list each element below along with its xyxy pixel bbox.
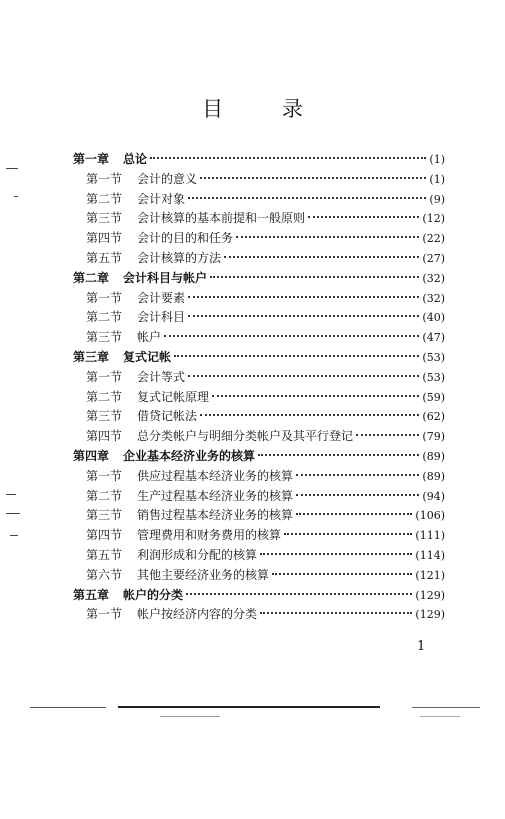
- dot-leader: [210, 276, 419, 278]
- chapter-title: 帐户的分类: [123, 587, 184, 602]
- toc-section-row: [73, 368, 445, 388]
- page-ref: (106): [415, 509, 445, 523]
- page-ref: (89): [422, 449, 445, 463]
- section-title: 管理费用和财务费用的核算: [137, 528, 282, 543]
- toc-chapter-row: [73, 586, 445, 606]
- dot-leader: [258, 454, 419, 456]
- toc-section-row: [73, 308, 445, 328]
- dot-leader: [150, 157, 426, 159]
- chapter-number: 第三章: [73, 349, 110, 364]
- chapter-title: 企业基本经济业务的核算: [123, 448, 256, 463]
- dot-leader: [296, 474, 419, 476]
- toc-section-row: [73, 467, 445, 487]
- section-number: 第三节: [86, 508, 123, 523]
- section-title: 会计科目: [137, 310, 186, 325]
- section-number: 第四节: [86, 231, 123, 246]
- section-number: 第三节: [86, 409, 123, 424]
- dot-leader: [296, 513, 412, 515]
- page-ref: (40): [422, 311, 445, 325]
- page-ref: (111): [415, 529, 445, 543]
- toc-section-row: [73, 190, 445, 210]
- toc-section-row: [73, 229, 445, 249]
- chapter-number: 第一章: [73, 152, 110, 166]
- dot-leader: [260, 612, 412, 614]
- dot-leader: [212, 395, 419, 397]
- chapter-title: 总论: [123, 152, 148, 166]
- section-number: 第二节: [86, 389, 123, 404]
- page-title: 目 录: [202, 97, 329, 121]
- section-title: 复式记帐原理: [137, 389, 210, 404]
- toc-section-row: [73, 328, 445, 348]
- section-title: 会计对象: [137, 191, 186, 206]
- section-title: 供应过程基本经济业务的核算: [137, 468, 294, 483]
- scan-mark: [6, 494, 16, 495]
- toc-section-row: [73, 566, 445, 586]
- page-ref: (89): [422, 469, 445, 483]
- section-number: 第二节: [86, 488, 123, 503]
- section-title: 生产过程基本经济业务的核算: [137, 488, 294, 503]
- section-title: 会计的意义: [137, 171, 198, 186]
- page-ref: (27): [422, 251, 445, 265]
- footer-rule-left: [30, 707, 106, 708]
- dot-leader: [224, 256, 419, 258]
- section-number: 第一节: [86, 369, 123, 384]
- table-of-contents: [73, 150, 445, 625]
- dot-leader: [236, 236, 419, 238]
- toc-section-row: [73, 427, 445, 447]
- toc-section-row: [73, 605, 445, 625]
- section-title: 帐户: [137, 330, 162, 345]
- dot-leader: [308, 216, 419, 218]
- section-number: 第五节: [86, 547, 123, 562]
- page-ref: (94): [422, 489, 445, 503]
- scan-mark: [10, 535, 18, 536]
- toc-section-row: [73, 506, 445, 526]
- toc-chapter-row: [73, 447, 445, 467]
- section-title: 会计要素: [137, 290, 186, 305]
- page-ref: (22): [422, 232, 445, 246]
- toc-section-row: [73, 209, 445, 229]
- page-ref: (121): [415, 568, 445, 582]
- section-number: 第一节: [86, 468, 123, 483]
- section-title: 其他主要经济业务的核算: [137, 567, 270, 582]
- section-title: 会计等式: [137, 369, 186, 384]
- page-ref: (9): [429, 192, 445, 206]
- section-title: 帐户按经济内容的分类: [137, 607, 258, 622]
- section-title: 会计核算的方法: [137, 250, 222, 265]
- section-number: 第二节: [86, 191, 123, 206]
- dot-leader: [296, 494, 419, 496]
- dot-leader: [188, 375, 419, 377]
- page-ref: (53): [422, 350, 445, 364]
- section-title: 利润形成和分配的核算: [137, 547, 258, 562]
- toc-section-row: [73, 249, 445, 269]
- section-number: 第六节: [86, 567, 123, 582]
- toc-section-row: [73, 407, 445, 427]
- dot-leader: [200, 177, 426, 179]
- toc-chapter-row: [73, 150, 445, 170]
- dot-leader: [188, 296, 419, 298]
- toc-section-row: [73, 526, 445, 546]
- page-ref: (1): [429, 172, 445, 186]
- scan-mark: [6, 513, 20, 514]
- page-ref: (79): [422, 430, 445, 444]
- section-title: 总分类帐户与明细分类帐户及其平行登记: [137, 429, 354, 444]
- page-ref: (1): [429, 153, 445, 166]
- section-number: 第四节: [86, 429, 123, 444]
- dot-leader: [260, 553, 412, 555]
- footer-rule-lower-right: [420, 716, 460, 717]
- dot-leader: [164, 335, 419, 337]
- section-number: 第五节: [86, 250, 123, 265]
- page-ref: (59): [422, 390, 445, 404]
- footer-rule-right: [412, 707, 480, 708]
- toc-section-row: [73, 388, 445, 408]
- section-title: 会计核算的基本前提和一般原则: [137, 211, 306, 226]
- chapter-number: 第四章: [73, 448, 110, 463]
- toc-section-row: [73, 289, 445, 309]
- dot-leader: [356, 434, 419, 436]
- toc-section-row: [73, 546, 445, 566]
- section-number: 第三节: [86, 330, 123, 345]
- dot-leader: [200, 414, 419, 416]
- scan-mark: [14, 196, 18, 197]
- toc-section-row: [73, 487, 445, 507]
- section-number: 第二节: [86, 310, 123, 325]
- chapter-title: 复式记帐: [123, 349, 172, 364]
- dot-leader: [174, 355, 419, 357]
- page-ref: (47): [422, 331, 445, 345]
- scan-mark: [6, 168, 18, 169]
- dot-leader: [272, 573, 412, 575]
- page-ref: (53): [422, 370, 445, 384]
- section-number: 第一节: [86, 171, 123, 186]
- page-number: 1: [417, 639, 426, 654]
- page-ref: (32): [422, 291, 445, 305]
- page-ref: (114): [415, 548, 445, 562]
- toc-chapter-row: [73, 348, 445, 368]
- toc-chapter-row: [73, 269, 445, 289]
- page-ref: (129): [415, 588, 445, 602]
- footer-rule-lower: [160, 716, 220, 717]
- dot-leader: [188, 315, 419, 317]
- section-number: 第一节: [86, 290, 123, 305]
- dot-leader: [186, 593, 412, 595]
- section-number: 第三节: [86, 211, 123, 226]
- dot-leader: [188, 197, 426, 199]
- page-ref: (32): [422, 271, 445, 285]
- dot-leader: [284, 533, 412, 535]
- section-title: 销售过程基本经济业务的核算: [137, 508, 294, 523]
- toc-section-row: [73, 170, 445, 190]
- chapter-title: 会计科目与帐户: [123, 270, 208, 285]
- section-number: 第一节: [86, 607, 123, 622]
- section-number: 第四节: [86, 528, 123, 543]
- page-ref: (12): [422, 212, 445, 226]
- section-title: 借贷记帐法: [137, 409, 198, 424]
- footer-rule-main: [118, 706, 380, 708]
- page-ref: (62): [422, 410, 445, 424]
- chapter-number: 第五章: [73, 587, 110, 602]
- section-title: 会计的目的和任务: [137, 231, 234, 246]
- page-ref: (129): [415, 608, 445, 622]
- chapter-number: 第二章: [73, 270, 110, 285]
